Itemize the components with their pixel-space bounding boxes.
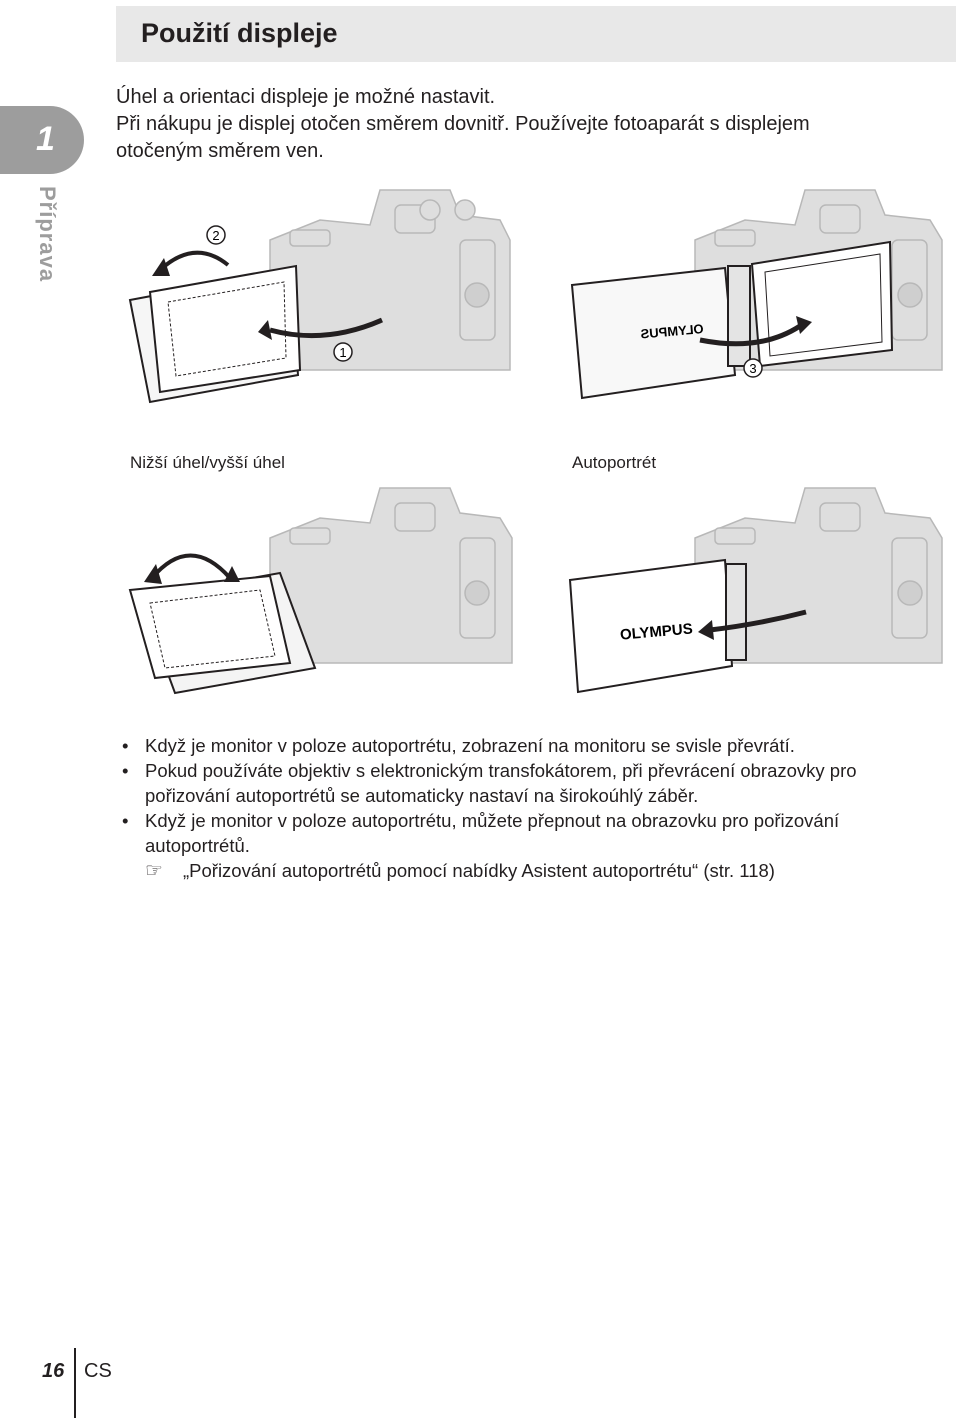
- camera-body-illustration: [270, 190, 510, 370]
- caption-self-portrait: Autoportrét: [572, 453, 657, 472]
- note-text: Když je monitor v poloze autoportrétu, zobrazení na monitoru se svisle převrátí.: [145, 735, 795, 756]
- intro-line: otočeným směrem ven.: [116, 140, 324, 162]
- camera-body-illustration: [270, 488, 512, 663]
- brand-label: OLYMPUS: [619, 620, 694, 644]
- list-item: • Pokud používáte objektiv s elektronickým transfokátorem, při převrácení obrazovky pro pořizování autoportrétů se automaticky nastaví na širokoúhlý záběr.: [122, 760, 857, 806]
- figure-tilt-steps: [120, 180, 520, 410]
- chapter-name: Příprava: [35, 186, 60, 283]
- caption-lower-higher-angle: Nižší úhel/vyšší úhel: [130, 453, 285, 472]
- chapter-number: 1: [36, 120, 55, 158]
- tilted-monitor: [130, 266, 300, 402]
- tilted-monitor: [130, 573, 315, 693]
- list-item: • Když je monitor v poloze autoportrétu, můžete přepnout na obrazovku pro pořizování autoportrétů.: [122, 810, 840, 856]
- step-label-1: 1: [339, 345, 347, 360]
- step-label-2: 2: [212, 228, 220, 243]
- intro-text: [116, 84, 916, 165]
- figure-flip-step: [560, 180, 950, 410]
- footer-divider: [74, 1348, 76, 1418]
- cross-reference: [120, 858, 940, 884]
- note-text: Když je monitor v poloze autoportrétu, můžete přepnout na obrazovku pro pořizování autoportrétů.: [145, 810, 840, 856]
- figure-tilt-angle: [120, 478, 520, 703]
- section-title: Použití displeje: [141, 18, 338, 48]
- page-number: 16: [42, 1360, 65, 1382]
- notes-list: [120, 733, 940, 884]
- flipped-monitor: [572, 242, 892, 398]
- rotate-arrow-2: [160, 253, 228, 270]
- pointing-hand-icon: ☞: [145, 860, 163, 882]
- cross-reference-link[interactable]: „Pořizování autoportrétů pomocí nabídky Asistent autoportrétu“ (str. 118): [183, 860, 775, 881]
- language-code: CS: [84, 1360, 112, 1382]
- intro-line: Při nákupu je displej otočen směrem dovnitř. Používejte fotoaparát s displejem: [116, 113, 810, 135]
- list-item: • Když je monitor v poloze autoportrétu, zobrazení na monitoru se svisle převrátí.: [122, 735, 795, 756]
- brand-label-mirrored: OLYMPUS: [639, 321, 705, 342]
- note-text: Pokud používáte objektiv s elektronickým transfokátorem, při převrácení obrazovky pro pořizování autoportrétů se automaticky nastaví na širokoúhlý záběr.: [145, 760, 857, 806]
- tilt-arrow: [152, 556, 230, 579]
- figure-self-portrait: [560, 478, 950, 703]
- intro-line: Úhel a orientaci displeje je možné nastavit.: [116, 86, 496, 108]
- step-label-3: 3: [749, 361, 757, 376]
